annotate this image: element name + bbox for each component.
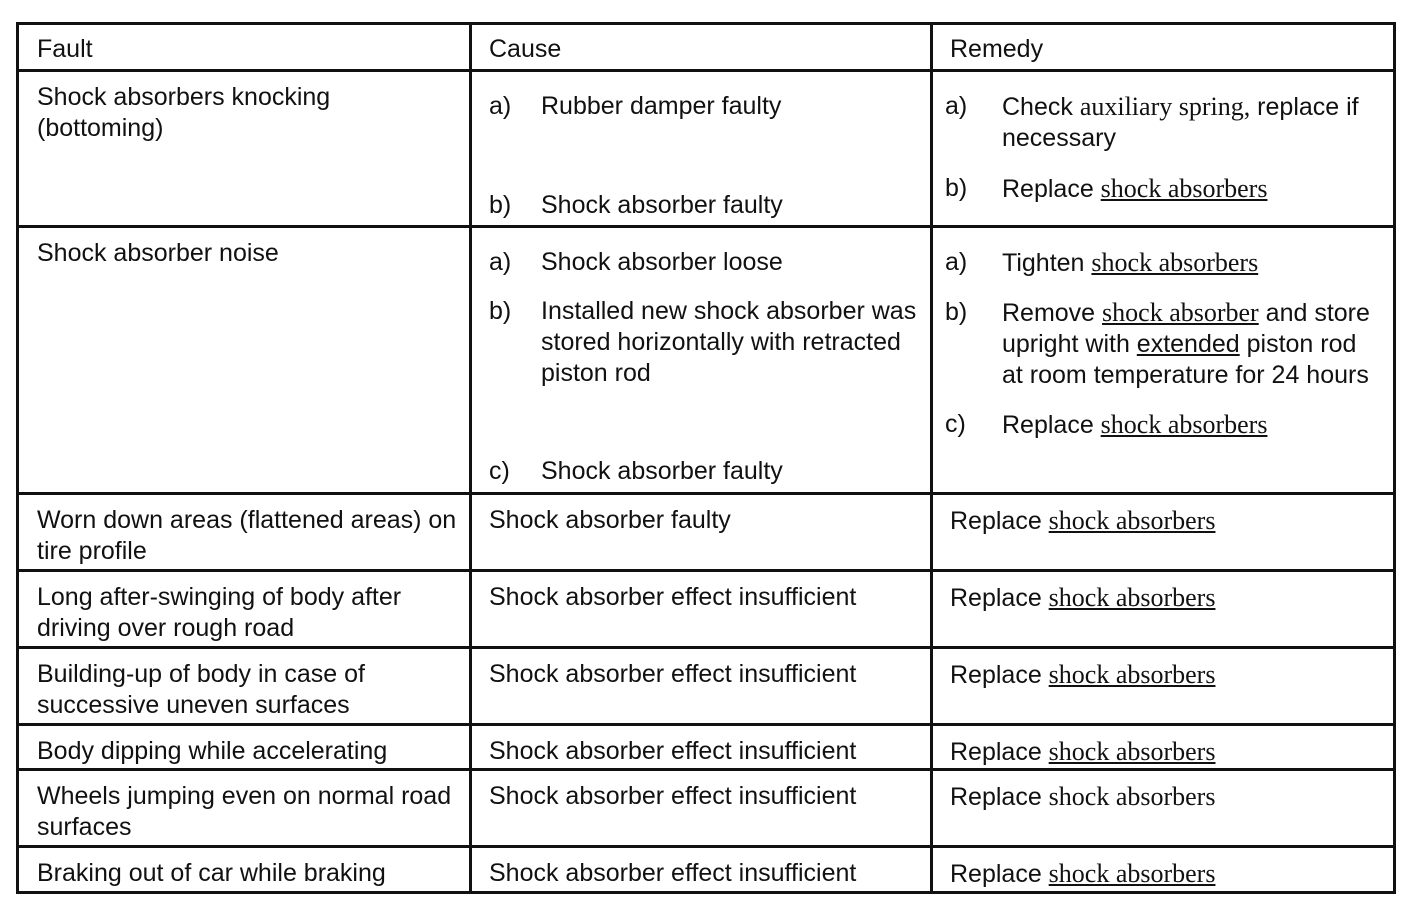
cause-cell: Shock absorber effect insufficient <box>471 770 932 847</box>
remedy-cell <box>932 571 1395 648</box>
header-remedy: Remedy <box>932 24 1395 71</box>
remedy-text-pre: Replace <box>950 507 1049 535</box>
fault-table <box>16 22 1396 894</box>
fault-cell: Wheels jumping even on normal road surfaces <box>18 770 471 847</box>
term-text: auxiliary spring, <box>1079 92 1251 121</box>
term-link: shock absorbers <box>1091 248 1259 277</box>
fault-cell: Building-up of body in case of successive uneven surfaces <box>18 648 471 725</box>
table-row <box>18 571 1395 648</box>
cause-cell: Shock absorber effect insufficient <box>471 648 932 725</box>
remedy-text-pre: Replace <box>950 860 1049 888</box>
remedy-cell <box>932 494 1395 571</box>
item-text-pre: Replace <box>1002 175 1101 203</box>
list-item <box>945 91 1383 154</box>
table-row <box>18 770 1395 847</box>
cause-cell <box>471 71 932 227</box>
fault-text: Shock absorbers knocking (bottoming) <box>37 83 331 142</box>
list-item <box>945 173 1383 205</box>
item-label: a) <box>945 92 968 120</box>
term-link: shock absorbers <box>1048 660 1216 689</box>
fault-cell <box>18 71 471 227</box>
term-link: shock absorbers <box>1100 174 1268 203</box>
item-label: c) <box>945 410 966 438</box>
fault-cell: Worn down areas (flattened areas) on tire profile <box>18 494 471 571</box>
table-row <box>18 494 1395 571</box>
fault-cell: Braking out of car while braking <box>18 847 471 893</box>
fault-cell: Body dipping while accelerating <box>18 725 471 770</box>
item-text-pre: Replace <box>1002 411 1101 439</box>
remedy-cell <box>932 227 1395 494</box>
term-link: shock absorbers <box>1048 859 1216 888</box>
list-item <box>489 296 920 389</box>
table-row <box>18 847 1395 893</box>
cause-cell: Shock absorber effect insufficient <box>471 847 932 893</box>
table-row <box>18 227 1395 494</box>
item-text-post: piston rod at room temperature for 24 hours <box>1002 330 1369 389</box>
term-text: shock absorbers <box>1048 782 1216 811</box>
cause-cell: Shock absorber effect insufficient <box>471 725 932 770</box>
remedy-cell <box>932 725 1395 770</box>
item-text-pre: Remove <box>1002 299 1103 327</box>
term-link: shock absorbers <box>1100 410 1268 439</box>
remedy-cell <box>932 847 1395 893</box>
header-fault: Fault <box>18 24 471 71</box>
item-label: c) <box>489 457 510 485</box>
cause-cell: Shock absorber effect insufficient <box>471 571 932 648</box>
item-label: a) <box>945 248 968 276</box>
list-item <box>489 247 920 278</box>
item-label: b) <box>945 174 968 202</box>
remedy-cell <box>932 648 1395 725</box>
remedy-text-pre: Replace <box>950 584 1049 612</box>
fault-text: Shock absorber noise <box>37 239 279 267</box>
item-label: b) <box>489 191 512 219</box>
term-link: shock absorbers <box>1048 583 1216 612</box>
remedy-cell <box>932 71 1395 227</box>
remedy-cell <box>932 770 1395 847</box>
item-label: b) <box>945 298 968 326</box>
list-item <box>945 409 1383 441</box>
table-header-row <box>18 24 1395 71</box>
item-text-post: replace if necessary <box>1002 93 1359 152</box>
item-text: Shock absorber loose <box>541 248 783 276</box>
term-link: shock absorbers <box>1048 737 1216 766</box>
cause-cell <box>471 227 932 494</box>
list-item <box>489 91 920 122</box>
list-item <box>945 247 1383 279</box>
item-text: Shock absorber faulty <box>541 191 783 219</box>
term-link: shock absorbers <box>1048 506 1216 535</box>
remedy-text-pre: Replace <box>950 661 1049 689</box>
list-item <box>945 297 1383 391</box>
item-text: Rubber damper faulty <box>541 92 782 120</box>
remedy-text-pre: Replace <box>950 738 1049 766</box>
item-text-mid: and store upright with <box>1002 299 1370 358</box>
term-underlined: extended <box>1136 330 1240 358</box>
header-cause: Cause <box>471 24 932 71</box>
remedy-text-pre: Replace <box>950 783 1049 811</box>
table-row <box>18 725 1395 770</box>
list-item <box>489 456 920 487</box>
item-text-pre: Tighten <box>1002 249 1092 277</box>
list-item <box>489 190 920 221</box>
item-text-pre: Check <box>1002 93 1080 121</box>
table-row <box>18 648 1395 725</box>
term-link: shock absorber <box>1102 298 1259 327</box>
item-label: b) <box>489 297 512 325</box>
item-label: a) <box>489 92 512 120</box>
fault-cell <box>18 227 471 494</box>
table-row <box>18 71 1395 227</box>
item-label: a) <box>489 248 512 276</box>
item-text: Installed new shock absorber was stored horizontally with retracted piston rod <box>541 297 917 387</box>
item-text: Shock absorber faulty <box>541 457 783 485</box>
cause-cell: Shock absorber faulty <box>471 494 932 571</box>
fault-cell: Long after-swinging of body after driving over rough road <box>18 571 471 648</box>
